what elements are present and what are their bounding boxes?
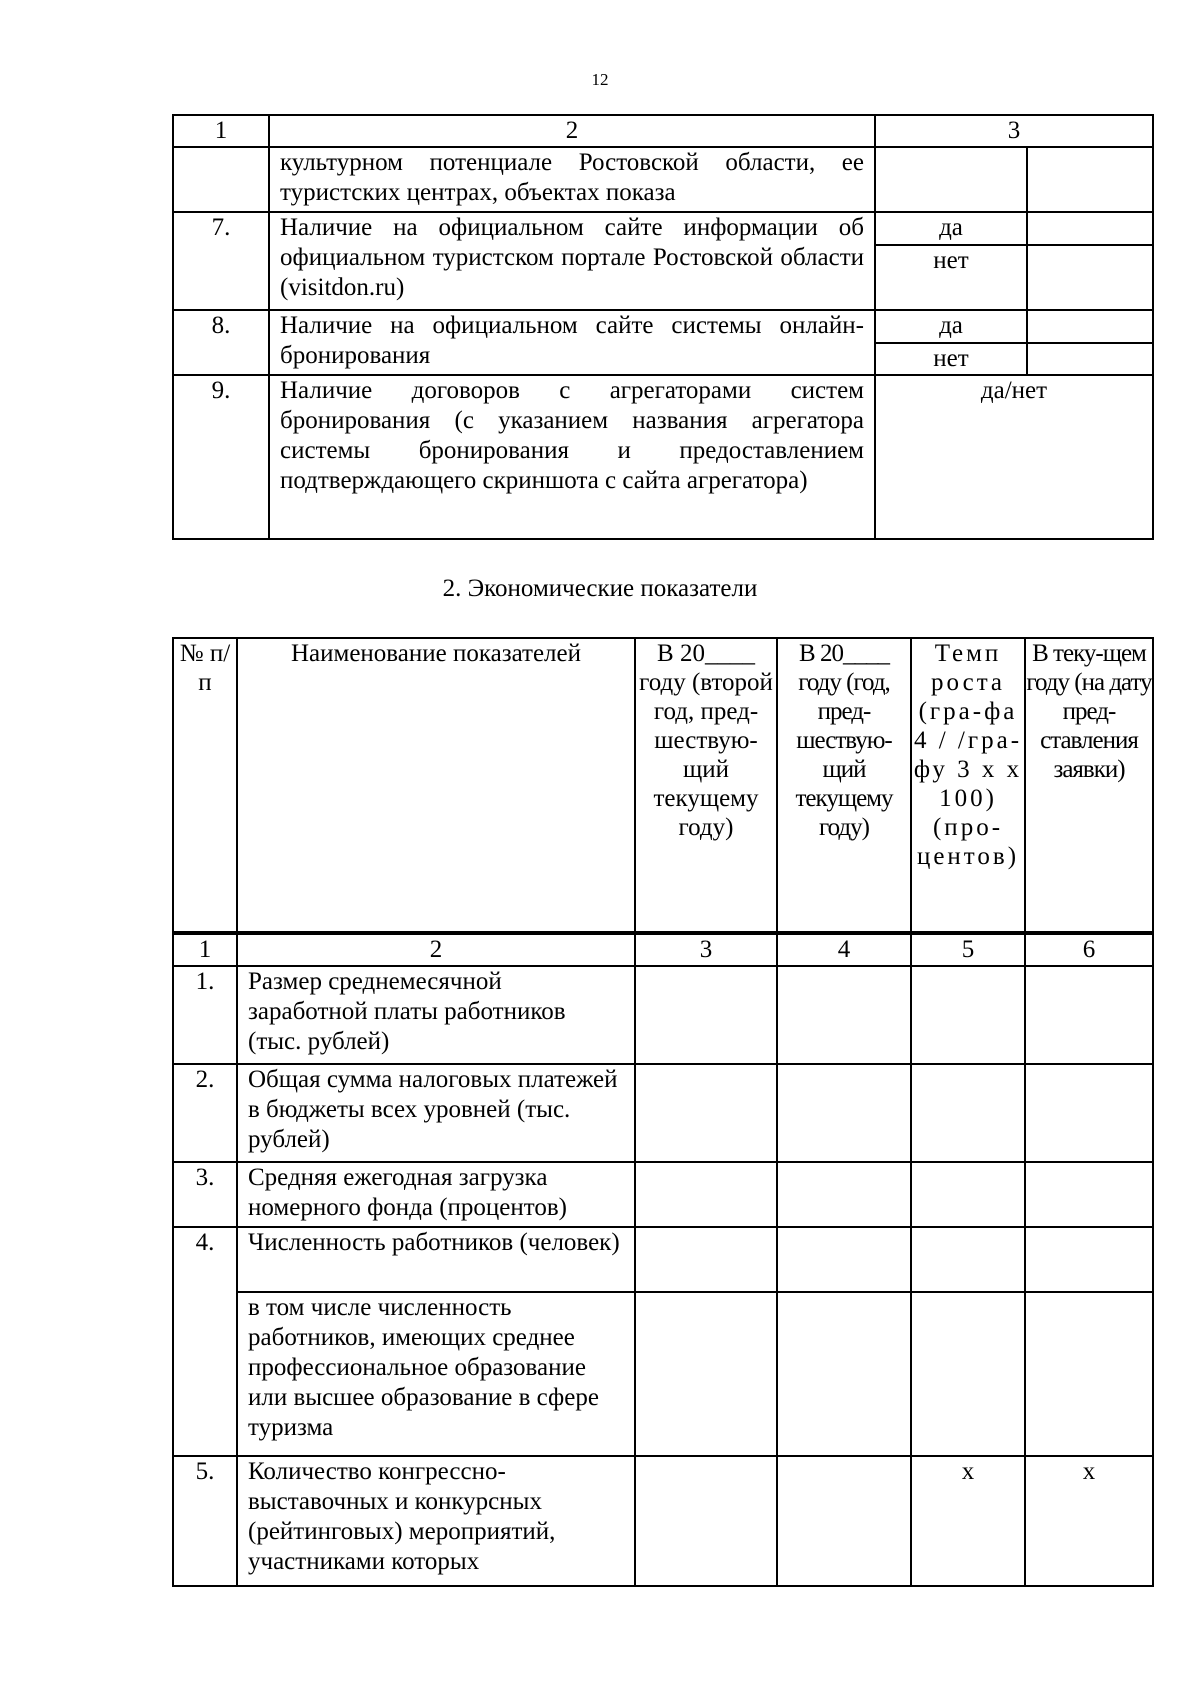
- checkbox-cell-no[interactable]: [1027, 343, 1153, 375]
- indicator-name: в том числе численность работников, имеющих среднее профессиональное образование или высшее образование в сфере туризма: [237, 1292, 635, 1456]
- value-cell[interactable]: [635, 1292, 777, 1456]
- option-yes: да: [875, 310, 1027, 343]
- empty-cell: [1027, 147, 1153, 212]
- value-cell[interactable]: [777, 966, 911, 1064]
- value-cell[interactable]: [777, 1227, 911, 1292]
- col-number: 6: [1025, 934, 1153, 966]
- col-header-3: 3: [875, 115, 1153, 147]
- indicator-name: Численность работников (человек): [237, 1227, 635, 1292]
- value-cell-not-applicable: х: [1025, 1456, 1153, 1586]
- col-number: 1: [173, 934, 237, 966]
- empty-num-cell: [173, 147, 269, 212]
- table-row: [173, 1292, 1153, 1456]
- indicator-name: Размер среднемесячной заработной платы работников (тыс. рублей): [237, 966, 635, 1064]
- page-number: 12: [591, 70, 609, 89]
- value-cell[interactable]: [635, 966, 777, 1064]
- indicator-text: Наличие на официальном сайте системы онлайн-бронирования: [269, 310, 875, 375]
- checkbox-cell-no[interactable]: [1027, 245, 1153, 310]
- continuation-text: культурном потенциале Ростовской области, ее туристских центрах, объектах показа: [269, 147, 875, 212]
- section-title: 2. Экономические показатели: [442, 575, 758, 602]
- option-no: нет: [875, 343, 1027, 375]
- indicator-name: Общая сумма налоговых платежей в бюджеты всех уровней (тыс. рублей): [237, 1064, 635, 1162]
- value-cell[interactable]: [1025, 1227, 1153, 1292]
- value-cell[interactable]: [911, 1064, 1025, 1162]
- checkbox-cell-yes[interactable]: [1027, 310, 1153, 343]
- option-yes: да: [875, 212, 1027, 245]
- value-cell[interactable]: [777, 1064, 911, 1162]
- header-number: № п/п: [173, 638, 237, 932]
- option-yes-no: да/нет: [875, 375, 1153, 539]
- value-cell[interactable]: [1025, 1162, 1153, 1227]
- empty-cell: [875, 147, 1027, 212]
- header-year-1: В 20____ году (год, пред-шествую-щий текущему году): [777, 638, 911, 932]
- value-cell[interactable]: [911, 966, 1025, 1064]
- economic-indicators-header: [172, 637, 1154, 933]
- value-cell[interactable]: [777, 1162, 911, 1227]
- checkbox-cell-yes[interactable]: [1027, 212, 1153, 245]
- economic-indicators-table: [172, 933, 1154, 1587]
- header-current-year: В теку-щем году (на дату пред-ставления заявки): [1025, 638, 1153, 932]
- row-number: 9.: [173, 375, 269, 539]
- col-number: 5: [911, 934, 1025, 966]
- row-number: 5.: [173, 1456, 237, 1586]
- table-row: [173, 1162, 1153, 1227]
- value-cell[interactable]: [777, 1292, 911, 1456]
- value-cell[interactable]: [777, 1456, 911, 1586]
- value-cell[interactable]: [635, 1456, 777, 1586]
- row-number: 2.: [173, 1064, 237, 1162]
- header-year-2: В 20____ году (второй год, пред-шествую-щий текущему году): [635, 638, 777, 932]
- col-number: 3: [635, 934, 777, 966]
- row-number: 3.: [173, 1162, 237, 1227]
- value-cell[interactable]: [911, 1227, 1025, 1292]
- table-row: [173, 966, 1153, 1064]
- indicator-name: Средняя ежегодная загрузка номерного фонда (процентов): [237, 1162, 635, 1227]
- indicator-text: Наличие договоров с агрегаторами систем бронирования (с указанием названия агрегатора системы бронирования и предоставлением подтверждающего скриншота с сайта агрегатора): [269, 375, 875, 539]
- value-cell[interactable]: [635, 1064, 777, 1162]
- table-row: [173, 1456, 1153, 1586]
- col-number: 2: [237, 934, 635, 966]
- col-header-1: 1: [173, 115, 269, 147]
- row-number: 1.: [173, 966, 237, 1064]
- header-growth-rate: Темп роста (гра-фа 4 / /гра-фу 3 х х 100) (про-центов): [911, 638, 1025, 932]
- col-header-2: 2: [269, 115, 875, 147]
- value-cell[interactable]: [1025, 1292, 1153, 1456]
- value-cell[interactable]: [635, 1162, 777, 1227]
- value-cell[interactable]: [911, 1162, 1025, 1227]
- indicators-table-continued: [172, 114, 1154, 540]
- indicator-text: Наличие на официальном сайте информации об официальном туристском портале Ростовской области (visitdon.ru): [269, 212, 875, 310]
- indicator-name: Количество конгрессно-выставочных и конкурсных (рейтинговых) мероприятий, участниками которых: [237, 1456, 635, 1586]
- value-cell[interactable]: [1025, 1064, 1153, 1162]
- value-cell-not-applicable: х: [911, 1456, 1025, 1586]
- value-cell[interactable]: [635, 1227, 777, 1292]
- col-number: 4: [777, 934, 911, 966]
- row-number: 8.: [173, 310, 269, 375]
- option-no: нет: [875, 245, 1027, 310]
- table-row: [173, 1227, 1153, 1292]
- table-row: [173, 1064, 1153, 1162]
- header-name: Наименование показателей: [237, 638, 635, 932]
- value-cell[interactable]: [911, 1292, 1025, 1456]
- row-number: 4.: [173, 1227, 237, 1456]
- value-cell[interactable]: [1025, 966, 1153, 1064]
- row-number: 7.: [173, 212, 269, 310]
